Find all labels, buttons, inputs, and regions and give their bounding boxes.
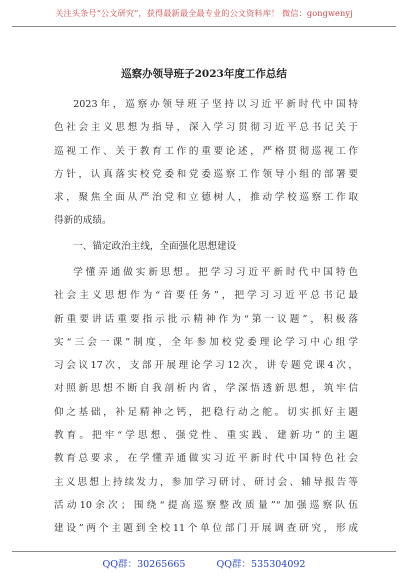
document-title: 巡察办领导班子2023年度工作总结 — [121, 68, 287, 80]
section-line: 建设”两个主题到全校11个单位部门开展调查研究，形成 — [54, 523, 358, 535]
section-line: 主义思想上持续发力，参加学习研讨、研讨会、辅导报告等 — [54, 476, 358, 488]
intro-line: 2023年，巡察办领导班子坚持以习近平新时代中国特 — [73, 99, 358, 110]
footer-qq-group-2: QQ群：535304092 — [216, 559, 306, 570]
intro-line: 巡视工作、关于教育工作的重要论述，严格贯彻巡视工作 — [54, 145, 358, 157]
intro-line: 色社会主义思想为指导，深入学习贯彻习近平总书记关于 — [54, 122, 358, 134]
header-banner: 关注头条号“公文研究”，获得最新最全最专业的公文资料库！ 微信：gongwenyj — [55, 8, 353, 18]
section-line: 学懂弄通做实新思想。把学习习近平新时代中国特色 — [73, 267, 358, 278]
section-line: 新重要讲话重要指示批示精神作为“第一议题”，积极落 — [54, 313, 358, 325]
intro-line: 方针，认真落实校党委和党委巡察工作领导小组的部署要 — [54, 168, 358, 180]
section-line: 教育。把牢“学思想、强党性、重实践、建新功”的主题 — [54, 430, 358, 442]
intro-line: 得新的成绩。 — [54, 215, 112, 227]
footer — [0, 556, 408, 570]
header-divider — [12, 26, 396, 27]
section-heading: 一、锚定政治主线，全面强化思想建设 — [73, 241, 237, 252]
intro-paragraph — [54, 93, 358, 233]
section-line: 社会主义思想作为“首要任务”，把学习习近平总书记最 — [54, 290, 358, 302]
section-line: 习会议17次，支部开展理论学习12次，讲专题党课4次， — [54, 360, 358, 372]
section-line: 教育总要求，在学懂弄通做实习近平新时代中国特色社会 — [54, 453, 358, 465]
section-line: 仰之基础，补足精神之钙，把稳行动之舵。切实抓好主题 — [54, 406, 358, 418]
section-paragraph — [54, 261, 358, 541]
section-line: 实“三会一课”制度，全年参加校党委理论学习中心组学 — [54, 336, 358, 348]
section-line: 活动10余次；围绕“提高巡察整改质量”“加强巡察队伍 — [54, 499, 358, 511]
footer-qq-group-1: QQ群：30265665 — [102, 559, 186, 570]
footer-divider — [12, 551, 396, 552]
section-line: 对照新思想不断自我剖析内省，学深悟透新思想，筑牢信 — [54, 383, 358, 395]
intro-line: 求，聚焦全面从严治党和立德树人，推动学校巡察工作取 — [54, 192, 358, 204]
